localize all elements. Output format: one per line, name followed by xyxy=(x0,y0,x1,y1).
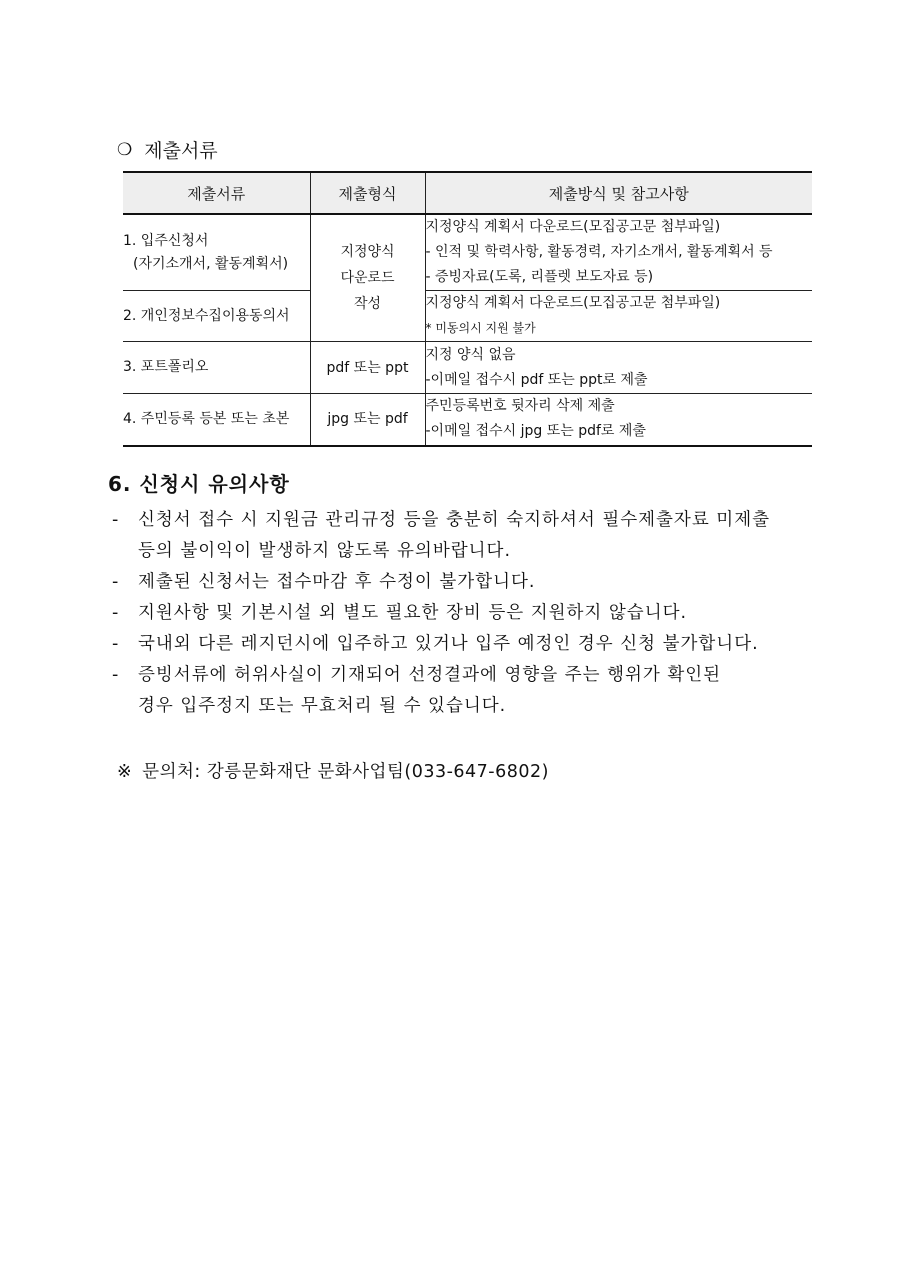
doc-name-sub: (자기소개서, 활동계획서) xyxy=(133,255,289,272)
documents-table xyxy=(123,171,812,447)
method-line: 지정양식 계획서 다운로드(모집공고문 첨부파일) xyxy=(425,295,721,311)
doc-name: 2. 개인정보수집이용동의서 xyxy=(123,307,290,324)
reference-mark-icon: ※ xyxy=(117,762,133,782)
doc-name-cell xyxy=(123,291,310,342)
method-note: * 미동의시 지원 불가 xyxy=(425,321,536,335)
list-item xyxy=(112,598,822,629)
doc-name-cell xyxy=(123,342,310,394)
method-cell xyxy=(425,394,812,446)
section-6-title: 6. 신청시 유의사항 xyxy=(108,472,290,496)
section-title: 제출서류 xyxy=(144,140,218,162)
header-documents: 제출서류 xyxy=(123,172,310,214)
doc-name-cell xyxy=(123,214,310,291)
note-text: 경우 입주정지 또는 무효처리 될 수 있습니다. xyxy=(138,696,507,716)
doc-name-cell xyxy=(123,394,310,446)
contact-info xyxy=(117,758,549,783)
list-item xyxy=(112,629,822,660)
list-item xyxy=(112,567,822,598)
circle-bullet-icon: ❍ xyxy=(117,139,133,160)
dash-bullet: - xyxy=(112,510,120,530)
doc-name: 4. 주민등록 등본 또는 초본 xyxy=(123,410,290,427)
method-line: 주민등록번호 뒷자리 삭제 제출 xyxy=(425,398,615,415)
method-line: 지정양식 계획서 다운로드(모집공고문 첨부파일) xyxy=(425,219,721,235)
format-line: pdf 또는 ppt xyxy=(326,359,409,376)
list-item xyxy=(112,660,822,722)
note-text: 등의 불이익이 발생하지 않도록 유의바랍니다. xyxy=(138,541,512,561)
table-header-row xyxy=(123,172,812,214)
header-method: 제출방식 및 참고사항 xyxy=(425,172,812,214)
format-cell xyxy=(310,342,425,394)
contact-text: 문의처: 강릉문화재단 문화사업팀(033-647-6802) xyxy=(142,762,549,782)
format-line: jpg 또는 pdf xyxy=(327,411,408,428)
note-text: 신청서 접수 시 지원금 관리규정 등을 충분히 숙지하셔서 필수제출자료 미제출 xyxy=(138,510,771,530)
method-cell xyxy=(425,342,812,394)
doc-name: 1. 입주신청서 xyxy=(123,232,209,249)
dash-bullet: - xyxy=(112,634,120,654)
format-line: 다운로드 xyxy=(340,270,395,286)
table-row xyxy=(123,214,812,291)
notes-list xyxy=(112,505,822,722)
method-line: 지정 양식 없음 xyxy=(425,346,516,363)
table-row xyxy=(123,342,812,394)
note-text: 제출된 신청서는 접수마감 후 수정이 불가합니다. xyxy=(138,572,536,592)
doc-name: 3. 포트폴리오 xyxy=(123,359,209,375)
format-line: 지정양식 xyxy=(340,244,395,260)
note-text: 증빙서류에 허위사실이 기재되어 선정결과에 영향을 주는 행위가 확인된 xyxy=(138,665,722,685)
method-line: -이메일 접수시 pdf 또는 ppt로 제출 xyxy=(425,371,648,388)
dash-bullet: - xyxy=(112,665,120,685)
method-cell xyxy=(425,214,812,291)
section-heading xyxy=(117,136,218,163)
header-format: 제출형식 xyxy=(310,172,425,214)
list-item xyxy=(112,505,822,567)
table-row xyxy=(123,394,812,446)
format-cell xyxy=(310,394,425,446)
method-cell xyxy=(425,291,812,342)
dash-bullet: - xyxy=(112,603,120,623)
note-text: 국내외 다른 레지던시에 입주하고 있거나 입주 예정인 경우 신청 불가합니다. xyxy=(138,634,759,654)
method-line: - 인적 및 학력사항, 활동경력, 자기소개서, 활동계획서 등 xyxy=(425,244,773,260)
format-line: 작성 xyxy=(353,296,382,312)
table-row xyxy=(123,291,812,342)
method-line: -이메일 접수시 jpg 또는 pdf로 제출 xyxy=(425,423,646,440)
note-text: 지원사항 및 기본시설 외 별도 필요한 장비 등은 지원하지 않습니다. xyxy=(138,603,688,623)
dash-bullet: - xyxy=(112,572,120,592)
format-cell xyxy=(310,214,425,342)
method-line: - 증빙자료(도록, 리플렛 보도자료 등) xyxy=(425,269,654,285)
